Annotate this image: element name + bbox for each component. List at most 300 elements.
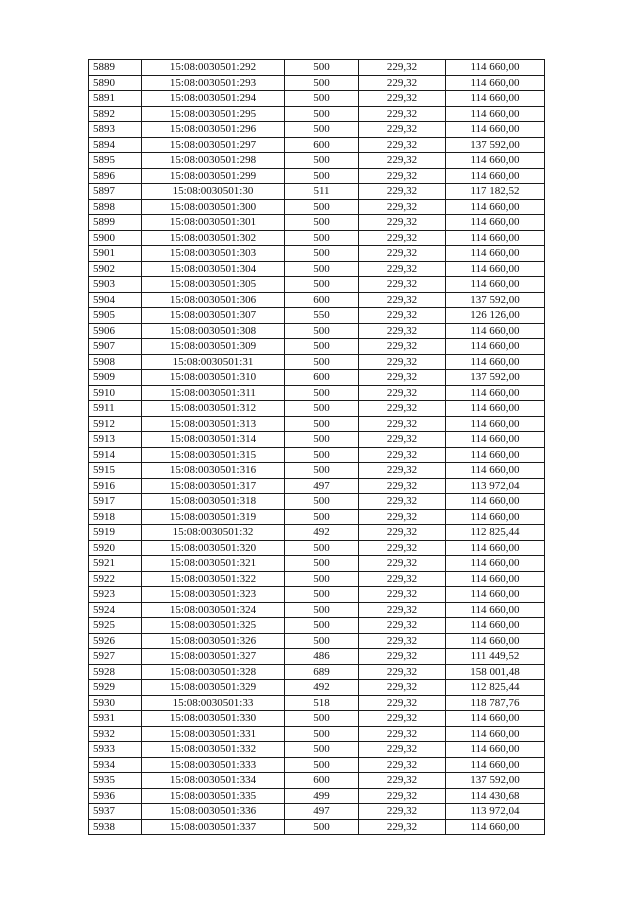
row-number-cell: 5921 [89, 556, 142, 572]
table-row [89, 540, 545, 556]
area-cell: 500 [285, 447, 359, 463]
row-number-cell: 5896 [89, 168, 142, 184]
table-row [89, 525, 545, 541]
cadastral-value-cell: 117 182,52 [446, 184, 545, 200]
cadastral-number-cell: 15:08:0030501:30 [142, 184, 285, 200]
table-row [89, 804, 545, 820]
unit-price-cell: 229,32 [359, 587, 446, 603]
row-number-cell: 5906 [89, 323, 142, 339]
cadastral-number-cell: 15:08:0030501:33 [142, 695, 285, 711]
unit-price-cell: 229,32 [359, 633, 446, 649]
unit-price-cell: 229,32 [359, 385, 446, 401]
cadastral-number-cell: 15:08:0030501:297 [142, 137, 285, 153]
cadastral-value-cell: 114 660,00 [446, 556, 545, 572]
table-row [89, 339, 545, 355]
cadastral-number-cell: 15:08:0030501:295 [142, 106, 285, 122]
row-number-cell: 5912 [89, 416, 142, 432]
area-cell: 500 [285, 385, 359, 401]
unit-price-cell: 229,32 [359, 680, 446, 696]
table-row [89, 602, 545, 618]
area-cell: 600 [285, 370, 359, 386]
cadastral-value-cell: 114 660,00 [446, 75, 545, 91]
cadastral-number-cell: 15:08:0030501:293 [142, 75, 285, 91]
cadastral-value-cell: 114 660,00 [446, 416, 545, 432]
row-number-cell: 5900 [89, 230, 142, 246]
row-number-cell: 5905 [89, 308, 142, 324]
unit-price-cell: 229,32 [359, 230, 446, 246]
cadastral-number-cell: 15:08:0030501:313 [142, 416, 285, 432]
unit-price-cell: 229,32 [359, 370, 446, 386]
cadastral-number-cell: 15:08:0030501:303 [142, 246, 285, 262]
cadastral-value-cell: 114 660,00 [446, 261, 545, 277]
row-number-cell: 5910 [89, 385, 142, 401]
area-cell: 497 [285, 804, 359, 820]
table-row [89, 463, 545, 479]
unit-price-cell: 229,32 [359, 509, 446, 525]
area-cell: 500 [285, 261, 359, 277]
table-row [89, 819, 545, 835]
table-row [89, 509, 545, 525]
cadastral-number-cell: 15:08:0030501:304 [142, 261, 285, 277]
row-number-cell: 5892 [89, 106, 142, 122]
cadastral-value-cell: 113 972,04 [446, 804, 545, 820]
table-row [89, 788, 545, 804]
table-row [89, 649, 545, 665]
cadastral-number-cell: 15:08:0030501:301 [142, 215, 285, 231]
cadastral-number-cell: 15:08:0030501:310 [142, 370, 285, 386]
cadastral-number-cell: 15:08:0030501:316 [142, 463, 285, 479]
row-number-cell: 5901 [89, 246, 142, 262]
area-cell: 600 [285, 773, 359, 789]
cadastral-number-cell: 15:08:0030501:326 [142, 633, 285, 649]
row-number-cell: 5938 [89, 819, 142, 835]
row-number-cell: 5929 [89, 680, 142, 696]
cadastral-number-cell: 15:08:0030501:294 [142, 91, 285, 107]
table-row [89, 230, 545, 246]
cadastral-value-cell: 114 660,00 [446, 726, 545, 742]
area-cell: 492 [285, 680, 359, 696]
row-number-cell: 5935 [89, 773, 142, 789]
area-cell: 500 [285, 416, 359, 432]
area-cell: 550 [285, 308, 359, 324]
unit-price-cell: 229,32 [359, 246, 446, 262]
unit-price-cell: 229,32 [359, 401, 446, 417]
table-row [89, 246, 545, 262]
unit-price-cell: 229,32 [359, 308, 446, 324]
unit-price-cell: 229,32 [359, 494, 446, 510]
table-row [89, 416, 545, 432]
row-number-cell: 5917 [89, 494, 142, 510]
cadastral-number-cell: 15:08:0030501:333 [142, 757, 285, 773]
cadastral-value-cell: 114 660,00 [446, 633, 545, 649]
table-row [89, 556, 545, 572]
table-row [89, 742, 545, 758]
cadastral-value-cell: 137 592,00 [446, 773, 545, 789]
row-number-cell: 5904 [89, 292, 142, 308]
area-cell: 500 [285, 246, 359, 262]
unit-price-cell: 229,32 [359, 788, 446, 804]
row-number-cell: 5891 [89, 91, 142, 107]
row-number-cell: 5937 [89, 804, 142, 820]
cadastral-number-cell: 15:08:0030501:320 [142, 540, 285, 556]
cadastral-value-cell: 114 660,00 [446, 819, 545, 835]
row-number-cell: 5908 [89, 354, 142, 370]
row-number-cell: 5923 [89, 587, 142, 603]
row-number-cell: 5898 [89, 199, 142, 215]
area-cell: 500 [285, 91, 359, 107]
cadastral-value-cell: 114 660,00 [446, 354, 545, 370]
row-number-cell: 5924 [89, 602, 142, 618]
unit-price-cell: 229,32 [359, 525, 446, 541]
cadastral-number-cell: 15:08:0030501:32 [142, 525, 285, 541]
row-number-cell: 5920 [89, 540, 142, 556]
cadastral-value-cell: 114 660,00 [446, 246, 545, 262]
cadastral-number-cell: 15:08:0030501:298 [142, 153, 285, 169]
area-cell: 500 [285, 711, 359, 727]
cadastral-value-cell: 114 660,00 [446, 91, 545, 107]
table-body [89, 60, 545, 835]
unit-price-cell: 229,32 [359, 711, 446, 727]
cadastral-value-cell: 114 660,00 [446, 323, 545, 339]
area-cell: 500 [285, 199, 359, 215]
cadastral-value-cell: 114 660,00 [446, 277, 545, 293]
row-number-cell: 5911 [89, 401, 142, 417]
cadastral-number-cell: 15:08:0030501:337 [142, 819, 285, 835]
row-number-cell: 5926 [89, 633, 142, 649]
unit-price-cell: 229,32 [359, 339, 446, 355]
area-cell: 497 [285, 478, 359, 494]
table-row [89, 680, 545, 696]
area-cell: 500 [285, 153, 359, 169]
unit-price-cell: 229,32 [359, 447, 446, 463]
cadastral-value-cell: 114 660,00 [446, 447, 545, 463]
cadastral-number-cell: 15:08:0030501:323 [142, 587, 285, 603]
area-cell: 499 [285, 788, 359, 804]
unit-price-cell: 229,32 [359, 292, 446, 308]
area-cell: 500 [285, 432, 359, 448]
row-number-cell: 5936 [89, 788, 142, 804]
unit-price-cell: 229,32 [359, 184, 446, 200]
table-row [89, 354, 545, 370]
table-row [89, 726, 545, 742]
cadastral-value-cell: 114 660,00 [446, 401, 545, 417]
unit-price-cell: 229,32 [359, 199, 446, 215]
area-cell: 500 [285, 354, 359, 370]
cadastral-value-cell: 114 660,00 [446, 432, 545, 448]
unit-price-cell: 229,32 [359, 416, 446, 432]
row-number-cell: 5894 [89, 137, 142, 153]
row-number-cell: 5889 [89, 60, 142, 76]
unit-price-cell: 229,32 [359, 556, 446, 572]
unit-price-cell: 229,32 [359, 215, 446, 231]
area-cell: 500 [285, 168, 359, 184]
area-cell: 500 [285, 633, 359, 649]
cadastral-number-cell: 15:08:0030501:302 [142, 230, 285, 246]
table-row [89, 633, 545, 649]
row-number-cell: 5903 [89, 277, 142, 293]
table-row [89, 370, 545, 386]
unit-price-cell: 229,32 [359, 463, 446, 479]
row-number-cell: 5922 [89, 571, 142, 587]
cadastral-value-cell: 114 660,00 [446, 385, 545, 401]
table-row [89, 168, 545, 184]
cadastral-value-cell: 158 001,48 [446, 664, 545, 680]
area-cell: 500 [285, 339, 359, 355]
unit-price-cell: 229,32 [359, 137, 446, 153]
cadastral-value-cell: 111 449,52 [446, 649, 545, 665]
unit-price-cell: 229,32 [359, 354, 446, 370]
cadastral-value-cell: 114 660,00 [446, 215, 545, 231]
table-row [89, 587, 545, 603]
cadastral-number-cell: 15:08:0030501:327 [142, 649, 285, 665]
area-cell: 492 [285, 525, 359, 541]
area-cell: 518 [285, 695, 359, 711]
row-number-cell: 5899 [89, 215, 142, 231]
cadastral-value-cell: 113 972,04 [446, 478, 545, 494]
row-number-cell: 5897 [89, 184, 142, 200]
table-row [89, 261, 545, 277]
table-row [89, 401, 545, 417]
table-row [89, 773, 545, 789]
unit-price-cell: 229,32 [359, 602, 446, 618]
row-number-cell: 5930 [89, 695, 142, 711]
area-cell: 500 [285, 494, 359, 510]
unit-price-cell: 229,32 [359, 323, 446, 339]
unit-price-cell: 229,32 [359, 773, 446, 789]
unit-price-cell: 229,32 [359, 664, 446, 680]
area-cell: 500 [285, 757, 359, 773]
area-cell: 500 [285, 323, 359, 339]
cadastral-value-cell: 114 660,00 [446, 587, 545, 603]
table-row [89, 385, 545, 401]
cadastral-value-cell: 114 660,00 [446, 463, 545, 479]
table-row [89, 75, 545, 91]
cadastral-number-cell: 15:08:0030501:319 [142, 509, 285, 525]
cadastral-value-cell: 114 660,00 [446, 509, 545, 525]
unit-price-cell: 229,32 [359, 540, 446, 556]
unit-price-cell: 229,32 [359, 726, 446, 742]
cadastral-number-cell: 15:08:0030501:292 [142, 60, 285, 76]
cadastral-number-cell: 15:08:0030501:329 [142, 680, 285, 696]
cadastral-number-cell: 15:08:0030501:331 [142, 726, 285, 742]
cadastral-value-cell: 114 660,00 [446, 199, 545, 215]
area-cell: 689 [285, 664, 359, 680]
unit-price-cell: 229,32 [359, 478, 446, 494]
row-number-cell: 5933 [89, 742, 142, 758]
row-number-cell: 5928 [89, 664, 142, 680]
cadastral-number-cell: 15:08:0030501:328 [142, 664, 285, 680]
table-row [89, 618, 545, 634]
cadastral-number-cell: 15:08:0030501:318 [142, 494, 285, 510]
cadastral-number-cell: 15:08:0030501:334 [142, 773, 285, 789]
cadastral-value-cell: 137 592,00 [446, 292, 545, 308]
area-cell: 500 [285, 277, 359, 293]
cadastral-number-cell: 15:08:0030501:314 [142, 432, 285, 448]
table-row [89, 292, 545, 308]
cadastral-value-cell: 114 660,00 [446, 757, 545, 773]
cadastral-number-cell: 15:08:0030501:309 [142, 339, 285, 355]
row-number-cell: 5893 [89, 122, 142, 138]
cadastral-number-cell: 15:08:0030501:324 [142, 602, 285, 618]
table-row [89, 137, 545, 153]
unit-price-cell: 229,32 [359, 804, 446, 820]
area-cell: 500 [285, 571, 359, 587]
cadastral-number-cell: 15:08:0030501:31 [142, 354, 285, 370]
row-number-cell: 5914 [89, 447, 142, 463]
area-cell: 511 [285, 184, 359, 200]
cadastral-number-cell: 15:08:0030501:300 [142, 199, 285, 215]
unit-price-cell: 229,32 [359, 75, 446, 91]
row-number-cell: 5927 [89, 649, 142, 665]
cadastral-value-cell: 114 660,00 [446, 122, 545, 138]
unit-price-cell: 229,32 [359, 277, 446, 293]
table-row [89, 199, 545, 215]
table-row [89, 122, 545, 138]
unit-price-cell: 229,32 [359, 91, 446, 107]
cadastral-value-cell: 114 660,00 [446, 571, 545, 587]
table-row [89, 695, 545, 711]
table-row [89, 757, 545, 773]
row-number-cell: 5895 [89, 153, 142, 169]
table-row [89, 664, 545, 680]
cadastral-value-table [88, 59, 545, 835]
row-number-cell: 5913 [89, 432, 142, 448]
cadastral-number-cell: 15:08:0030501:312 [142, 401, 285, 417]
area-cell: 500 [285, 587, 359, 603]
row-number-cell: 5919 [89, 525, 142, 541]
unit-price-cell: 229,32 [359, 60, 446, 76]
table-row [89, 478, 545, 494]
area-cell: 500 [285, 618, 359, 634]
cadastral-number-cell: 15:08:0030501:336 [142, 804, 285, 820]
row-number-cell: 5907 [89, 339, 142, 355]
cadastral-value-cell: 112 825,44 [446, 680, 545, 696]
cadastral-value-cell: 137 592,00 [446, 370, 545, 386]
unit-price-cell: 229,32 [359, 618, 446, 634]
unit-price-cell: 229,32 [359, 742, 446, 758]
row-number-cell: 5918 [89, 509, 142, 525]
table-row [89, 494, 545, 510]
area-cell: 500 [285, 60, 359, 76]
cadastral-number-cell: 15:08:0030501:296 [142, 122, 285, 138]
area-cell: 600 [285, 292, 359, 308]
cadastral-value-cell: 114 660,00 [446, 230, 545, 246]
area-cell: 500 [285, 122, 359, 138]
cadastral-value-cell: 114 430,68 [446, 788, 545, 804]
table-row [89, 571, 545, 587]
table-row [89, 308, 545, 324]
cadastral-value-cell: 114 660,00 [446, 742, 545, 758]
cadastral-value-cell: 112 825,44 [446, 525, 545, 541]
row-number-cell: 5925 [89, 618, 142, 634]
unit-price-cell: 229,32 [359, 153, 446, 169]
unit-price-cell: 229,32 [359, 819, 446, 835]
row-number-cell: 5916 [89, 478, 142, 494]
area-cell: 500 [285, 75, 359, 91]
area-cell: 500 [285, 602, 359, 618]
cadastral-number-cell: 15:08:0030501:321 [142, 556, 285, 572]
cadastral-value-cell: 114 660,00 [446, 153, 545, 169]
cadastral-value-cell: 114 660,00 [446, 168, 545, 184]
area-cell: 500 [285, 463, 359, 479]
cadastral-number-cell: 15:08:0030501:311 [142, 385, 285, 401]
unit-price-cell: 229,32 [359, 261, 446, 277]
table-row [89, 60, 545, 76]
table-row [89, 711, 545, 727]
cadastral-value-cell: 114 660,00 [446, 60, 545, 76]
table-row [89, 153, 545, 169]
unit-price-cell: 229,32 [359, 122, 446, 138]
cadastral-value-cell: 114 660,00 [446, 618, 545, 634]
area-cell: 500 [285, 401, 359, 417]
cadastral-number-cell: 15:08:0030501:335 [142, 788, 285, 804]
cadastral-number-cell: 15:08:0030501:307 [142, 308, 285, 324]
cadastral-value-cell: 114 660,00 [446, 339, 545, 355]
row-number-cell: 5934 [89, 757, 142, 773]
unit-price-cell: 229,32 [359, 168, 446, 184]
unit-price-cell: 229,32 [359, 649, 446, 665]
cadastral-value-cell: 114 660,00 [446, 494, 545, 510]
unit-price-cell: 229,32 [359, 106, 446, 122]
cadastral-value-cell: 126 126,00 [446, 308, 545, 324]
cadastral-number-cell: 15:08:0030501:325 [142, 618, 285, 634]
row-number-cell: 5909 [89, 370, 142, 386]
unit-price-cell: 229,32 [359, 571, 446, 587]
area-cell: 500 [285, 742, 359, 758]
area-cell: 500 [285, 819, 359, 835]
area-cell: 500 [285, 556, 359, 572]
cadastral-number-cell: 15:08:0030501:315 [142, 447, 285, 463]
cadastral-number-cell: 15:08:0030501:305 [142, 277, 285, 293]
area-cell: 500 [285, 106, 359, 122]
cadastral-value-cell: 114 660,00 [446, 106, 545, 122]
unit-price-cell: 229,32 [359, 695, 446, 711]
cadastral-number-cell: 15:08:0030501:299 [142, 168, 285, 184]
unit-price-cell: 229,32 [359, 757, 446, 773]
cadastral-number-cell: 15:08:0030501:330 [142, 711, 285, 727]
table-row [89, 184, 545, 200]
cadastral-number-cell: 15:08:0030501:306 [142, 292, 285, 308]
table-row [89, 277, 545, 293]
area-cell: 600 [285, 137, 359, 153]
cadastral-number-cell: 15:08:0030501:332 [142, 742, 285, 758]
area-cell: 500 [285, 230, 359, 246]
area-cell: 500 [285, 540, 359, 556]
area-cell: 486 [285, 649, 359, 665]
row-number-cell: 5902 [89, 261, 142, 277]
cadastral-value-cell: 137 592,00 [446, 137, 545, 153]
row-number-cell: 5890 [89, 75, 142, 91]
cadastral-value-cell: 114 660,00 [446, 711, 545, 727]
cadastral-number-cell: 15:08:0030501:308 [142, 323, 285, 339]
table-row [89, 323, 545, 339]
table-row [89, 91, 545, 107]
area-cell: 500 [285, 509, 359, 525]
area-cell: 500 [285, 215, 359, 231]
unit-price-cell: 229,32 [359, 432, 446, 448]
area-cell: 500 [285, 726, 359, 742]
cadastral-value-cell: 114 660,00 [446, 540, 545, 556]
row-number-cell: 5915 [89, 463, 142, 479]
row-number-cell: 5932 [89, 726, 142, 742]
table-row [89, 215, 545, 231]
table-row [89, 106, 545, 122]
table-row [89, 432, 545, 448]
cadastral-number-cell: 15:08:0030501:317 [142, 478, 285, 494]
table-row [89, 447, 545, 463]
cadastral-value-cell: 114 660,00 [446, 602, 545, 618]
row-number-cell: 5931 [89, 711, 142, 727]
